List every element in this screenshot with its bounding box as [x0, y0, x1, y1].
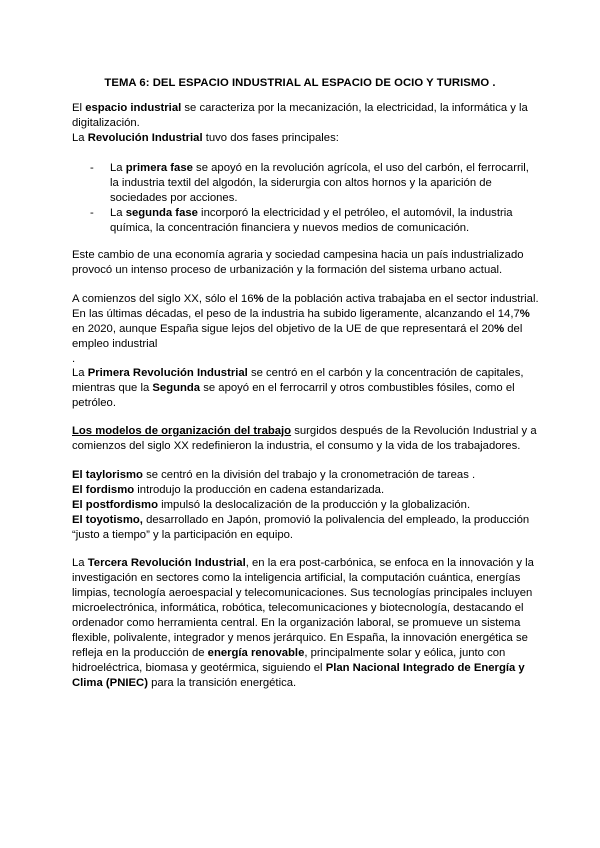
term-pniec: Plan Nacional Integrado de Energía y Clima (PNIEC)	[72, 662, 525, 689]
bullet-dash: -	[90, 162, 94, 174]
change-paragraph: Este cambio de una economía agraria y sociedad campesina hacia un país industrializado provocó un intenso proceso de urbanización y la formación del sistema urbano actual.	[72, 249, 524, 276]
list-item: El toyotismo, desarrollado en Japón, promovió la polivalencia del empleado, la producción “justo a tiempo” y la participación en equipo.	[72, 514, 530, 541]
list-item: - La segunda fase incorporó la electricidad y el petróleo, el automóvil, la industria química, la concentración financiera y nuevos medios de comunicación.	[90, 207, 513, 234]
list-item: El taylorismo se centró en la división del trabajo y la cronometración de tareas .	[72, 469, 476, 481]
page-title: TEMA 6: DEL ESPACIO INDUSTRIAL AL ESPACIO DE OCIO Y TURISMO .	[104, 77, 496, 89]
bullet-dash: -	[90, 207, 94, 219]
models-list	[72, 468, 542, 543]
term-tercera-revolucion: Tercera Revolución Industrial	[87, 557, 246, 569]
industry-paragraph: A comienzos del siglo XX, sólo el 16% de la población activa trabajaba en el sector industrial. En las últimas décadas, el peso de la industria ha subido ligeramente, alcanzando el 14,7% en 2020, aunque España sigue lejos del objetivo de la UE de que representará el 20% del empleo industrial .	[72, 293, 539, 365]
term-segunda: Segunda	[152, 382, 201, 394]
list-item: El fordismo introdujo la producción en cadena estandarizada.	[72, 484, 385, 496]
list-item: El postfordismo impulsó la deslocalización de la producción y la globalización.	[72, 499, 471, 511]
term-primera-fase: primera fase	[125, 162, 193, 174]
revolutions-paragraph: La Primera Revolución Industrial se centró en el carbón y la concentración de capitales, mientras que la Segunda se apoyó en el ferrocarril y otros combustibles fósiles, como el petróleo.	[72, 367, 524, 409]
third-revolution-paragraph: La Tercera Revolución Industrial, en la era post-carbónica, se enfoca en la innovación y la investigación en sectores como la inteligencia artificial, la computación cuántica, energías limpias, tecnología aeroespacial y telecomunicaciones. Sus tecnologías principales incluyen microelectrónica, informática, robótica, telecomunicaciones y biotecnología, destacando el ordenador como herramienta central. En la organización laboral, se promueve un sistema flexible, polivalente, integrador y menos jerárquico. En España, la innovación energética se refleja en la producción de energía renovable, principalmente solar y eólica, junto con hidroeléctrica, biomasa y geotérmica, siguiendo el Plan Nacional Integrado de Energía y Clima (PNIEC) para la transición energética.	[72, 557, 534, 689]
term-energia-renovable: energía renovable	[207, 647, 305, 659]
intro-paragraph: El espacio industrial se caracteriza por la mecanización, la electricidad, la informática y la digitalización.	[72, 102, 528, 129]
term-taylorismo: El taylorismo	[72, 469, 143, 481]
revolution-intro: La Revolución Industrial tuvo dos fases principales:	[72, 132, 339, 144]
term-revolucion-industrial: Revolución Industrial	[87, 132, 203, 144]
term-espacio-industrial: espacio industrial	[85, 102, 182, 114]
term-toyotismo: El toyotismo,	[72, 514, 143, 526]
term-segunda-fase: segunda fase	[125, 207, 198, 219]
term-primera-revolucion: Primera Revolución Industrial	[87, 367, 248, 379]
term-postfordismo: El postfordismo	[72, 499, 158, 511]
models-paragraph: Los modelos de organización del trabajo surgidos después de la Revolución Industrial y a comienzos del siglo XX redefinieron la industria, el consumo y la vida de los trabajadores.	[72, 425, 537, 452]
list-item: - La primera fase se apoyó en la revolución agrícola, el uso del carbón, el ferrocarril, la industria textil del algodón, la siderurgia con altos hornos y la aparición de sociedades por acciones.	[90, 162, 529, 204]
section-heading-modelos: Los modelos de organización del trabajo	[72, 425, 292, 437]
phases-list	[90, 161, 540, 236]
term-fordismo: El fordismo	[72, 484, 135, 496]
